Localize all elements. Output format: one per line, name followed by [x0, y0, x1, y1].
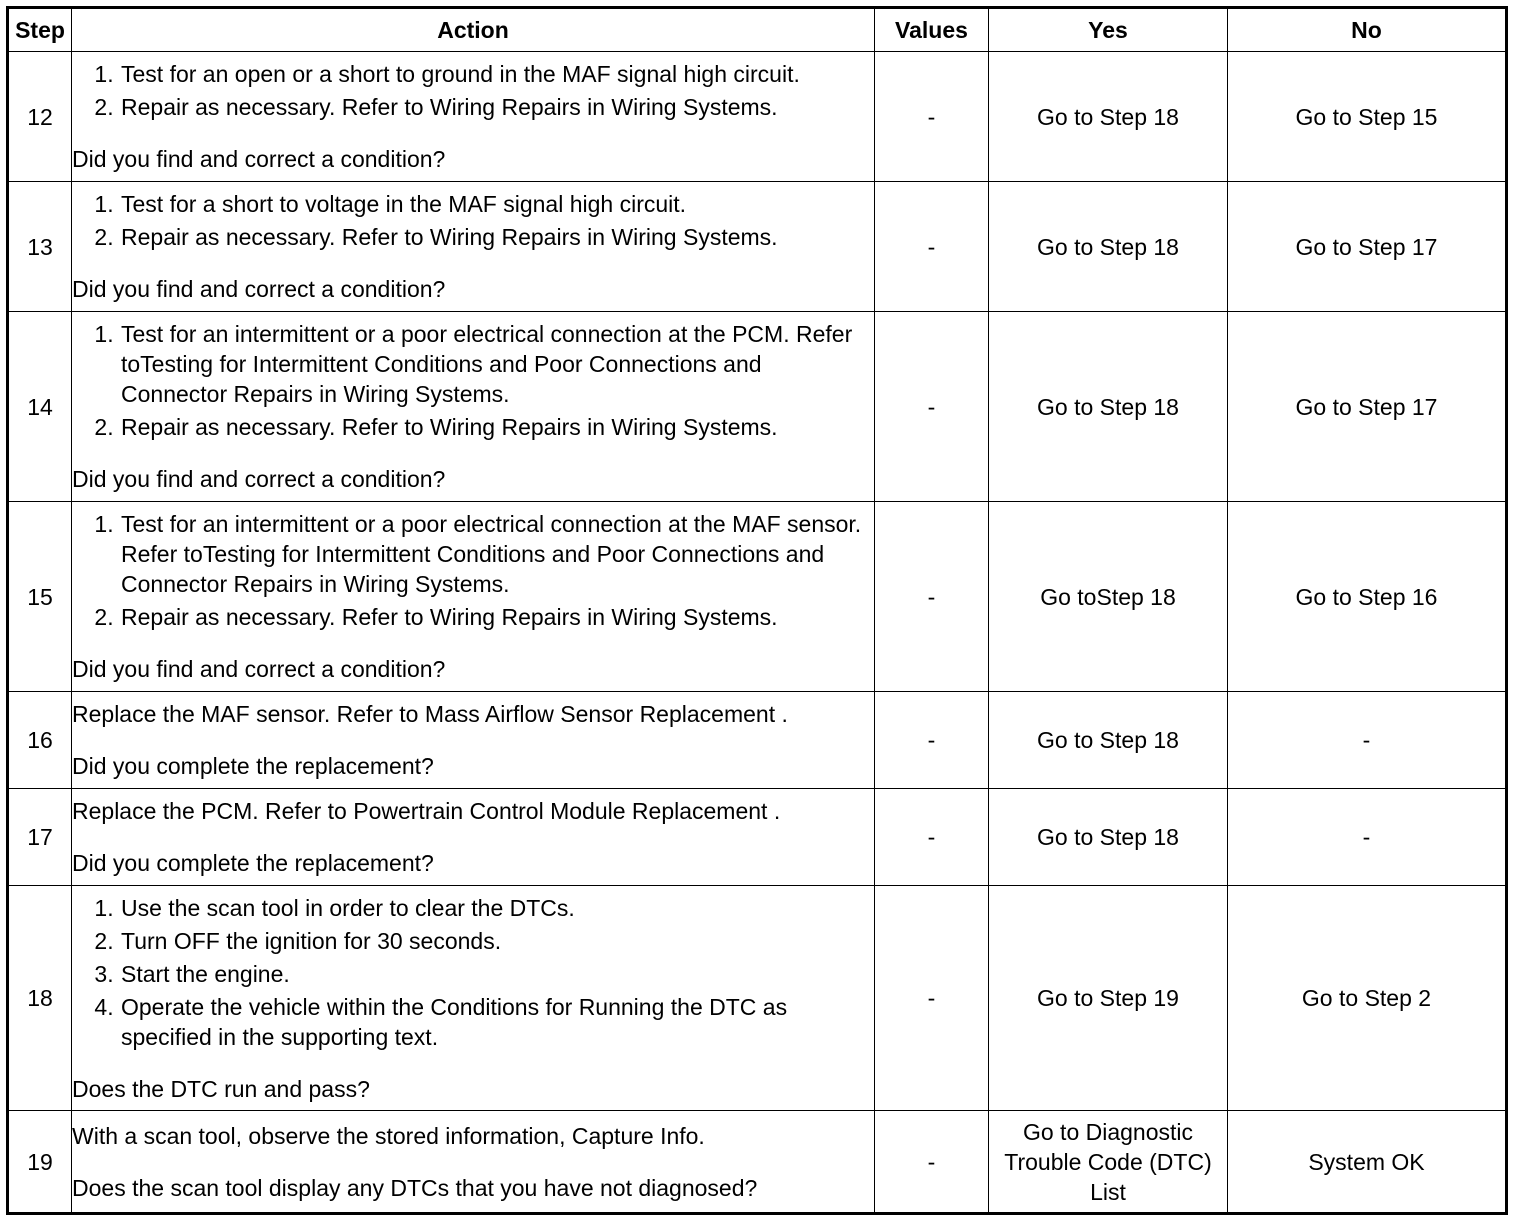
header-row — [8, 8, 1507, 52]
action-question: Did you complete the replacement? — [72, 753, 434, 779]
no-cell: Go to Step 17 — [1228, 182, 1507, 312]
values-cell: - — [875, 182, 989, 312]
step-number: 12 — [8, 52, 72, 182]
table-row — [8, 52, 1507, 182]
action-cell — [72, 312, 875, 502]
action-text: Replace the MAF sensor. Refer to Mass Airflow Sensor Replacement . — [72, 701, 788, 727]
table-row — [8, 789, 1507, 886]
table-row — [8, 312, 1507, 502]
no-cell: - — [1228, 789, 1507, 886]
yes-cell: Go to Step 18 — [989, 312, 1228, 502]
action-text: Replace the PCM. Refer to Powertrain Control Module Replacement . — [72, 798, 781, 824]
action-question: Did you complete the replacement? — [72, 850, 434, 876]
header-action: Action — [72, 8, 875, 52]
values-cell: - — [875, 52, 989, 182]
header-values: Values — [875, 8, 989, 52]
no-cell: Go to Step 2 — [1228, 886, 1507, 1111]
action-cell — [72, 502, 875, 692]
table-row — [8, 182, 1507, 312]
step-number: 15 — [8, 502, 72, 692]
no-cell: System OK — [1228, 1111, 1507, 1214]
no-cell: - — [1228, 692, 1507, 789]
yes-cell: Go toStep 18 — [989, 502, 1228, 692]
values-cell: - — [875, 502, 989, 692]
header-step: Step — [8, 8, 72, 52]
action-question: Did you find and correct a condition? — [72, 466, 446, 492]
action-cell — [72, 182, 875, 312]
action-step: 4. Operate the vehicle within the Conditions for Running the DTC as specified in the supporting text. — [120, 992, 874, 1052]
action-question: Did you find and correct a condition? — [72, 276, 446, 302]
action-question: Does the DTC run and pass? — [72, 1075, 370, 1102]
action-steps — [72, 59, 874, 122]
no-cell: Go to Step 15 — [1228, 52, 1507, 182]
action-step: 2. Repair as necessary. Refer to Wiring Repairs in Wiring Systems. — [120, 222, 874, 252]
step-number: 18 — [8, 886, 72, 1111]
action-steps — [72, 189, 874, 252]
header-yes: Yes — [989, 8, 1228, 52]
action-cell — [72, 692, 875, 789]
yes-cell: Go to Step 18 — [989, 52, 1228, 182]
step-number: 19 — [8, 1111, 72, 1214]
table-row — [8, 886, 1507, 1111]
yes-cell: Go to Step 18 — [989, 182, 1228, 312]
no-cell: Go to Step 16 — [1228, 502, 1507, 692]
action-step: 1. Test for a short to voltage in the MAF signal high circuit. — [120, 189, 874, 219]
table-row — [8, 692, 1507, 789]
action-question: Did you find and correct a condition? — [72, 146, 446, 172]
step-number: 17 — [8, 789, 72, 886]
table-row — [8, 1111, 1507, 1214]
values-cell: - — [875, 1111, 989, 1214]
action-step: 1. Test for an open or a short to ground in the MAF signal high circuit. — [120, 59, 874, 89]
action-question: Did you find and correct a condition? — [72, 656, 446, 682]
values-cell: - — [875, 789, 989, 886]
action-cell — [72, 789, 875, 886]
action-step: 2. Repair as necessary. Refer to Wiring Repairs in Wiring Systems. — [120, 412, 874, 442]
yes-cell: Go to Diagnostic Trouble Code (DTC) List — [989, 1111, 1228, 1214]
header-no: No — [1228, 8, 1507, 52]
action-steps — [72, 319, 874, 442]
action-cell — [72, 52, 875, 182]
action-step: 1. Use the scan tool in order to clear the DTCs. — [120, 893, 874, 923]
action-step: 2. Repair as necessary. Refer to Wiring Repairs in Wiring Systems. — [120, 92, 874, 122]
action-step: 2. Turn OFF the ignition for 30 seconds. — [120, 926, 874, 956]
action-steps — [72, 893, 874, 1052]
values-cell: - — [875, 692, 989, 789]
action-step: 1. Test for an intermittent or a poor electrical connection at the MAF sensor. Refer toTesting for Intermittent Conditions and Poor Connections and Connector Repairs in Wiring Systems. — [120, 509, 874, 599]
yes-cell: Go to Step 18 — [989, 789, 1228, 886]
action-text: With a scan tool, observe the stored information, Capture Info. — [72, 1122, 705, 1149]
action-step: 3. Start the engine. — [120, 959, 874, 989]
action-question: Does the scan tool display any DTCs that you have not diagnosed? — [72, 1174, 758, 1201]
action-step: 2. Repair as necessary. Refer to Wiring Repairs in Wiring Systems. — [120, 602, 874, 632]
yes-cell: Go to Step 19 — [989, 886, 1228, 1111]
action-steps — [72, 509, 874, 632]
action-step: 1. Test for an intermittent or a poor electrical connection at the PCM. Refer toTesting for Intermittent Conditions and Poor Connections and Connector Repairs in Wiring Systems. — [120, 319, 874, 409]
yes-cell: Go to Step 18 — [989, 692, 1228, 789]
no-cell: Go to Step 17 — [1228, 312, 1507, 502]
action-cell — [72, 1111, 875, 1214]
step-number: 14 — [8, 312, 72, 502]
step-number: 16 — [8, 692, 72, 789]
values-cell: - — [875, 312, 989, 502]
table-row — [8, 502, 1507, 692]
diagnostic-table — [6, 6, 1508, 1215]
action-cell — [72, 886, 875, 1111]
values-cell: - — [875, 886, 989, 1111]
step-number: 13 — [8, 182, 72, 312]
